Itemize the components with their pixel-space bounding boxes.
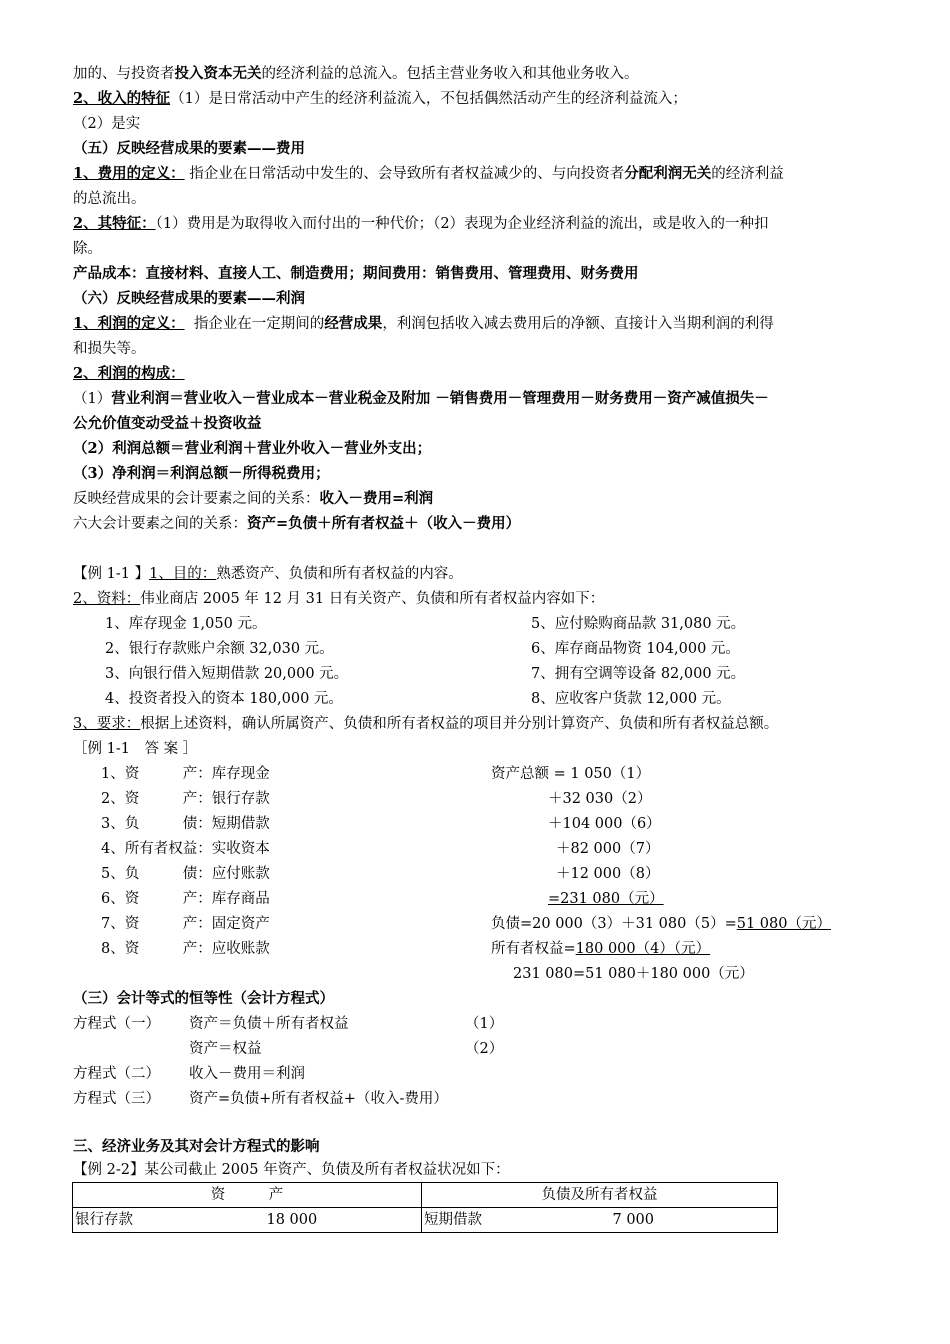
text-span: 资产=负债＋所有者权益＋（收入－费用） [247, 515, 521, 532]
equation-expr: 资产=负债+所有者权益+（收入-费用） [189, 1091, 448, 1107]
table-cell [73, 1208, 422, 1233]
equation-label: 方程式（二） [73, 1066, 160, 1082]
calc-line: ＋32 030（2） [548, 791, 652, 807]
heading-span: 2、收入的特征 [73, 90, 171, 107]
text-line [73, 214, 769, 234]
text-span: （六）反映经营成果的要素——利润 [73, 290, 305, 307]
text-span: 【例 1-1 】 [73, 566, 150, 582]
text-line [73, 339, 146, 359]
balance-table [72, 1182, 778, 1233]
text-span: 加的、与投资者 [73, 66, 175, 82]
text-line [73, 239, 102, 259]
section-heading [73, 139, 305, 159]
text-span: 1、目的： [149, 566, 217, 582]
text-span: 所有者权益= [491, 941, 576, 957]
text-span: 六大会计要素之间的关系： [73, 516, 247, 532]
text-span: 产品成本：直接材料、直接人工、制造费用；期间费用：销售费用、管理费用、财务费用 [73, 265, 639, 282]
heading-span: 2、利润的构成： [73, 365, 185, 382]
text-span: （3）净利润＝利润总额－所得税费用； [73, 465, 330, 482]
liability-total [491, 914, 831, 934]
calc-line: 资产总额 = 1 050（1） [491, 766, 651, 782]
equation-label: 方程式（三） [73, 1091, 160, 1107]
check-line: 231 080=51 080＋180 000（元） [513, 966, 754, 982]
answer-item: 8、资 产：应收账款 [101, 941, 270, 957]
text-line [73, 389, 769, 409]
text-span: 伟业商店 2005 年 12 月 31 日有关资产、负债和所有者权益内容如下： [140, 591, 605, 607]
text-line [73, 189, 146, 209]
heading-span: 2、其特征： [73, 215, 156, 232]
table-cell [422, 1208, 778, 1233]
answer-item: 3、负 债：短期借款 [101, 816, 270, 832]
text-span: 51 080（元） [736, 916, 831, 932]
text-span: 指企业在一定期间的 [193, 316, 325, 332]
equation-number: （1） [465, 1016, 504, 1032]
text-span: 3、要求： [73, 716, 141, 732]
text-span: ［例 1-1 答 案 ］ [73, 741, 198, 757]
cell-value: 7 000 [612, 1212, 655, 1228]
answer-item: 2、资 产：银行存款 [101, 791, 270, 807]
section-heading [73, 1137, 320, 1157]
text-span: 的经济利益的总流入。包括主营业务收入和其他业务收入。 [261, 66, 639, 82]
cell-name: 短期借款 [424, 1212, 482, 1228]
text-line [73, 264, 639, 284]
text-line [73, 64, 639, 84]
equation-expr: 资产＝权益 [189, 1041, 262, 1057]
list-item: 3、向银行借入短期借款 20,000 元。 [105, 666, 349, 682]
cell-name: 银行存款 [75, 1212, 133, 1228]
text-line [73, 364, 185, 384]
text-span: 投入资本无关 [174, 65, 262, 82]
equation-label: 方程式（一） [73, 1016, 160, 1032]
equation-expr: 收入－费用＝利润 [189, 1066, 305, 1082]
text-line [73, 439, 431, 459]
text-span: 2、资料： [73, 591, 141, 607]
text-span: （三）会计等式的恒等性（会计方程式） [73, 990, 334, 1007]
example-heading [73, 1160, 510, 1180]
table-row [73, 1208, 778, 1233]
section-heading [73, 989, 334, 1009]
answer-item: 7、资 产：固定资产 [101, 916, 270, 932]
list-item: 6、库存商品物资 104,000 元。 [531, 641, 740, 657]
answer-item: 6、资 产：库存商品 [101, 891, 270, 907]
text-line [73, 489, 433, 509]
text-span: 的总流出。 [73, 191, 146, 207]
text-line [73, 714, 778, 734]
text-span: 收入－费用=利润 [319, 490, 434, 507]
text-span: 负债=20 000（3）＋31 080（5）= [491, 916, 737, 932]
table-header-row [73, 1183, 778, 1208]
text-span: 分配利润无关 [624, 165, 712, 182]
heading-span: 1、利润的定义： [73, 315, 185, 332]
section-heading [73, 289, 305, 309]
text-line [73, 414, 262, 434]
text-span: （1）是日常活动中产生的经济利益流入，不包括偶然活动产生的经济利益流入； [170, 91, 687, 107]
list-item: 1、库存现金 1,050 元。 [105, 616, 267, 632]
calc-line: ＋82 000（7） [556, 841, 660, 857]
text-span: 【例 2-2】某公司截止 2005 年资产、负债及所有者权益状况如下： [73, 1162, 510, 1178]
text-line [73, 464, 330, 484]
calc-total: =231 080（元） [548, 891, 664, 907]
text-span: 反映经营成果的会计要素之间的关系： [73, 491, 320, 507]
text-span: （2）是实 [73, 116, 141, 132]
text-span: 和损失等。 [73, 341, 146, 357]
list-item: 7、拥有空调等设备 82,000 元。 [531, 666, 746, 682]
text-span: 营业利润＝营业收入－营业成本－营业税金及附加 －销售费用－管理费用－财务费用－资产减值损失－ [111, 390, 769, 407]
text-line [73, 589, 604, 609]
text-line [73, 164, 784, 184]
text-line [73, 89, 687, 109]
calc-line: ＋12 000（8） [556, 866, 660, 882]
text-span: 180 000（4）（元） [575, 941, 711, 957]
equation-number: （2） [465, 1041, 504, 1057]
text-span: ，利润包括收入减去费用后的净额、直接计入当期利润的利得 [382, 316, 774, 332]
text-line [73, 114, 140, 134]
text-line [73, 314, 774, 334]
answer-item: 4、所有者权益：实收资本 [101, 841, 270, 857]
equity-total [491, 939, 710, 959]
text-span: 根据上述资料，确认所属资产、负债和所有者权益的项目并分别计算资产、负债和所有者权益总额。 [140, 716, 779, 732]
equation-expr: 资产＝负债＋所有者权益 [189, 1016, 349, 1032]
text-span: 的经济利益 [711, 166, 784, 182]
answer-item: 1、资 产：库存现金 [101, 766, 270, 782]
text-span: 三、经济业务及其对会计方程式的影响 [73, 1138, 320, 1155]
text-span: 指企业在日常活动中发生的、会导致所有者权益减少的、与向投资者 [189, 166, 625, 182]
text-line [73, 514, 520, 534]
text-span: （1） [73, 391, 112, 407]
table-header: 负债及所有者权益 [422, 1183, 778, 1208]
text-span: （1）费用是为取得收入而付出的一种代价；（2）表现为企业经济利益的流出，或是收入的一种扣 [155, 216, 769, 232]
list-item: 5、应付赊购商品款 31,080 元。 [531, 616, 746, 632]
text-span: 熟悉资产、负债和所有者权益的内容。 [216, 566, 463, 582]
calc-line: ＋104 000（6） [548, 816, 661, 832]
text-span: 除。 [73, 241, 102, 257]
text-span: 公允价值变动受益＋投资收益 [73, 415, 262, 432]
answer-item: 5、负 债：应付账款 [101, 866, 270, 882]
text-span: （2）利润总额＝营业利润＋营业外收入－营业外支出； [73, 440, 432, 457]
heading-span: 1、费用的定义： [73, 165, 185, 182]
example-heading [73, 564, 463, 584]
list-item: 4、投资者投入的资本 180,000 元。 [105, 691, 343, 707]
list-item: 2、银行存款账户余额 32,030 元。 [105, 641, 334, 657]
answer-title [73, 739, 197, 759]
cell-value: 18 000 [266, 1212, 318, 1228]
table-header: 资 产 [73, 1183, 422, 1208]
list-item: 8、应收客户货款 12,000 元。 [531, 691, 731, 707]
text-span: 经营成果 [324, 315, 383, 332]
text-span: （五）反映经营成果的要素——费用 [73, 140, 305, 157]
